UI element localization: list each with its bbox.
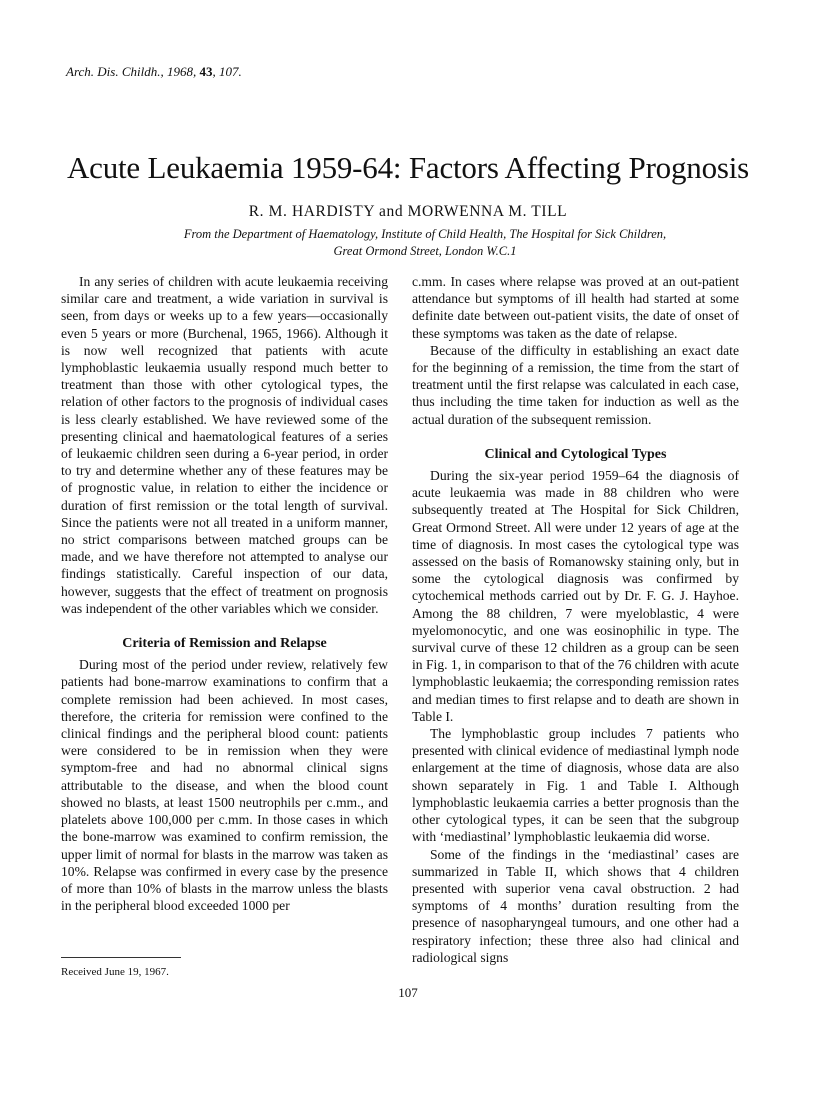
mediastinal-paragraph: Some of the findings in the ‘mediastinal’ cases are summarized in Table II, which shows that 4 children presented with superior vena caval obstruction. 2 had symptoms of 4 months’ duration resulting from the presence of nasopharyngeal tumours, and one other had a respiratory infection; these three also had clinical and radiological signs — [412, 846, 739, 965]
page-number: 107 — [398, 985, 418, 1000]
intro-paragraph: In any series of children with acute leukaemia receiving similar care and treatment, a wide variation in survival is seen, from days or weeks up to a few years—occasionally even 5 years or more (Burchenal, 1965, 1966). Although it is now well recognized that patients with acute lymphoblastic leukaemia usually respond much better to treatment than those with other cytological types, the relation of other factors to the prognosis of individual cases is less clearly established. We have reviewed some of the presenting clinical and haematological features of a series of leukaemic children seen during a 6-year period, in order to try and determine whether any of these features may be of prognostic value, in relation to either the incidence or duration of first remission or the total length of survival. Since the patients were not all treated in a uniform manner, no strict comparisons between matched groups can be made, and we have therefore not attempted to analyse our findings statistically. Careful inspection of our data, however, suggests that the effect of treatment on prognosis was independent of the other variables which we consider. — [61, 274, 388, 616]
affiliation-line-1: From the Department of Haematology, Institute of Child Health, The Hospital for Sick Children, — [183, 227, 667, 241]
right-column — [412, 273, 739, 966]
criteria-paragraph: During most of the period under review, relatively few patients had bone-marrow examinations to confirm that a complete remission had been achieved. In most cases, therefore, the criteria for remission were confined to the clinical findings and the peripheral blood count: patients were considered to be in remission when they were symptom-free and had no abnormal clinical signs attributable to the disease, and when the blood count showed no blasts, at least 1500 neutrophils per c.mm., and platelets above 100,000 per c.mm. In those cases in which the bone-marrow was examined to confirm remission, the upper limit of normal for blasts in the marrow was taken as 10%. Relapse was confirmed in every case by the presence of more than 10% of blasts in the marrow unless the blasts in the peripheral blood exceeded 1000 per — [61, 657, 388, 914]
article-authors: R. M. HARDISTY and MORWENNA M. TILL — [248, 203, 568, 220]
continuation-paragraph: c.mm. In cases where relapse was proved at an out-patient attendance but symptoms of ill health had started at some definite date between out-patient visits, the date of onset of these symptoms was taken as the date of relapse. — [412, 274, 739, 341]
received-date: Received June 19, 1967. — [61, 966, 169, 978]
author-affiliation — [100, 226, 750, 260]
journal-reference — [66, 64, 242, 80]
affiliation-line-2: Great Ormond Street, London W.C.1 — [333, 244, 517, 258]
footnote-divider — [61, 957, 181, 958]
journal-name: Arch. Dis. Childh. — [66, 64, 161, 79]
cytology-paragraph: During the six-year period 1959–64 the diagnosis of acute leukaemia was made in 88 children who were subsequently treated at The Hospital for Sick Children, Great Ormond Street. All were under 12 years of age at the time of diagnosis. In most cases the cytological type was assessed on the basis of Romanowsky staining only, but in some the cytological diagnosis was confirmed by cytochemical methods carried out by Dr. F. G. J. Hayhoe. Among the 88 children, 7 were myeloblastic, 4 were myelomonocytic, and one was eosinophilic in type. The survival curve of these 12 children as a group can be seen in Fig. 1, in comparison to that of the 76 children with acute lymphoblastic leukaemia; the corresponding remission rates and median times to first relapse and to death are shown in Table I. — [412, 468, 739, 724]
lymphoblastic-paragraph: The lymphoblastic group includes 7 patients who presented with clinical evidence of mediastinal lymph node enlargement at the time of diagnosis, whose data are also shown separately in Fig. 1 and Table I. Although lymphoblastic leukaemia carries a better prognosis than the other cytological types, it can be seen that the subgroup with ‘mediastinal’ lymphoblastic leukaemia did worse. — [412, 726, 739, 845]
article-title: Acute Leukaemia 1959-64: Factors Affecting Prognosis — [66, 150, 750, 185]
journal-page: , 107. — [212, 64, 242, 79]
left-column — [61, 273, 388, 914]
remission-timing-paragraph: Because of the difficulty in establishing an exact date for the beginning of a remission, the time from the start of treatment until the first relapse was calculated in each case, thus including the time taken for induction as well as the actual duration of the subsequent remission. — [412, 342, 739, 427]
journal-year: , 1968, — [160, 64, 197, 79]
section-heading-types: Clinical and Cytological Types — [484, 446, 667, 462]
journal-volume: 43 — [199, 64, 213, 79]
section-heading-criteria: Criteria of Remission and Relapse — [122, 636, 327, 652]
